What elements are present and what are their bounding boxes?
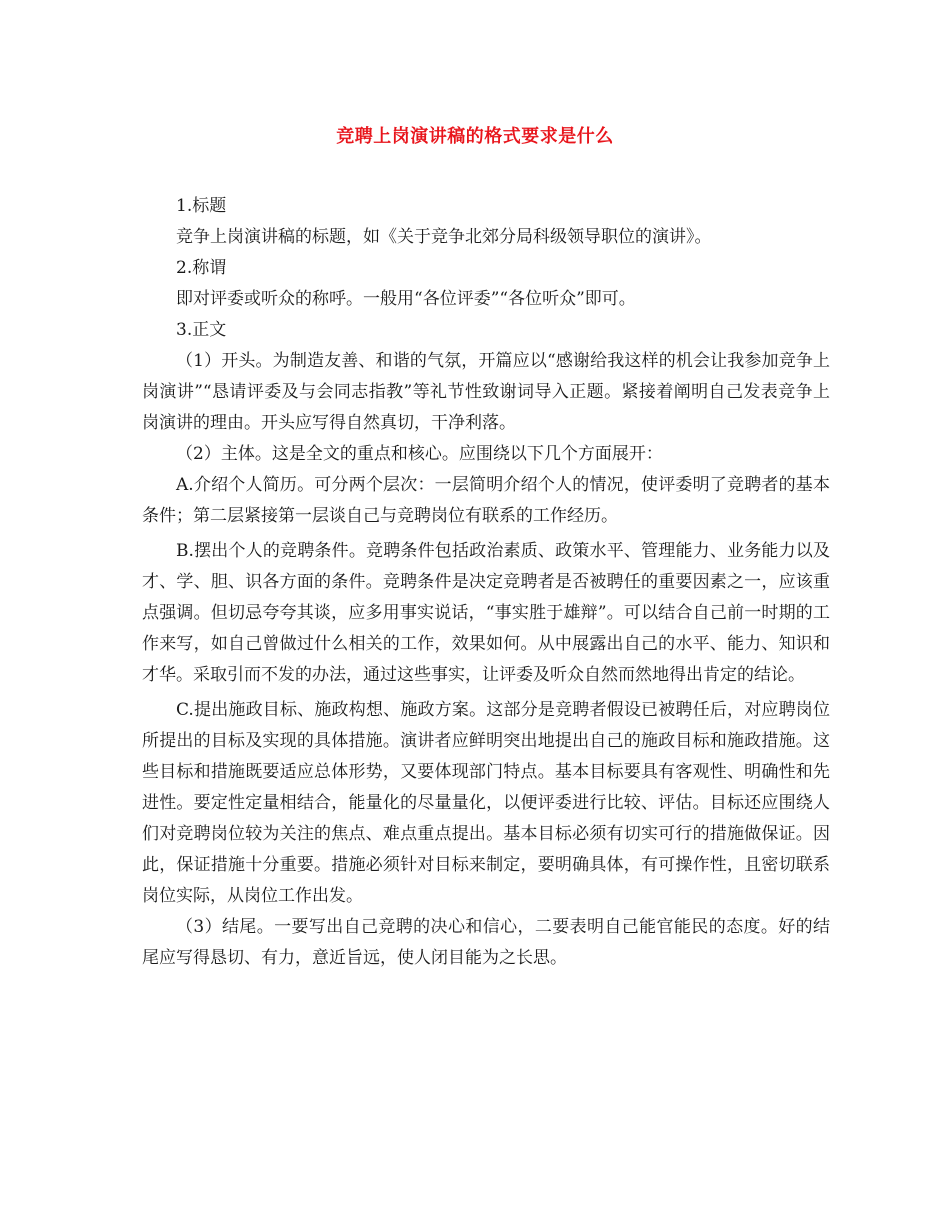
paragraph-point-b: B.摆出个人的竞聘条件。竞聘条件包括政治素质、政策水平、管理能力、业务能力以及才、学、胆、识各方面的条件。竞聘条件是决定竞聘者是否被聘任的重要因素之一，应该重点强调。但切忌夸夸其谈，应多用事实说话，“事实胜于雄辩”。可以结合自己前一时期的工作来写，如自己曾做过什么相关的工作，效果如何。从中展露出自己的水平、能力、知识和才华。采取引而不发的办法，通过这些事实，让评委及听众自然而然地得出肯定的结论。 (142, 541, 830, 685)
heading-title-section: 1.标题 (176, 196, 227, 216)
document-body (142, 191, 830, 974)
heading-body-section: 3.正文 (176, 320, 227, 340)
heading-salutation-section: 2.称谓 (176, 258, 227, 278)
document-title: 竞聘上岗演讲稿的格式要求是什么 (336, 126, 614, 147)
paragraph-title-desc: 竞争上岗演讲稿的标题，如《关于竞争北郊分局科级领导职位的演讲》。 (176, 227, 712, 247)
paragraph-salutation-desc: 即对评委或听众的称呼。一般用“各位评委”“各位听众”即可。 (176, 289, 636, 309)
paragraph-main-body: （2）主体。这是全文的重点和核心。应围绕以下几个方面展开： (176, 444, 663, 464)
paragraph-point-a: A.介绍个人简历。可分两个层次：一层简明介绍个人的情况，使评委明了竞聘者的基本条件；第二层紧接第一层谈自己与竞聘岗位有联系的工作经历。 (142, 475, 830, 526)
paragraph-point-c: C.提出施政目标、施政构想、施政方案。这部分是竞聘者假设已被聘任后，对应聘岗位所提出的目标及实现的具体措施。演讲者应鲜明突出地提出自己的施政目标和施政措施。这些目标和措施既要适应总体形势，又要体现部门特点。基本目标要具有客观性、明确性和先进性。要定性定量相结合，能量化的尽量量化，以便评委进行比较、评估。目标还应围绕人们对竞聘岗位较为关注的焦点、难点重点提出。基本目标必须有切实可行的措施做保证。因此，保证措施十分重要。措施必须针对目标来制定，要明确具体，有可操作性，且密切联系岗位实际，从岗位工作出发。 (142, 700, 830, 906)
paragraph-ending: （3）结尾。一要写出自己竞聘的决心和信心，二要表明自己能官能民的态度。好的结尾应写得恳切、有力，意近旨远，使人闭目能为之长思。 (142, 917, 830, 968)
paragraph-opening: （1）开头。为制造友善、和谐的气氛，开篇应以“感谢给我这样的机会让我参加竞争上岗演讲”“恳请评委及与会同志指教”等礼节性致谢词导入正题。紧接着阐明自己发表竞争上岗演讲的理由。开头应写得自然真切，干净利落。 (142, 351, 830, 433)
